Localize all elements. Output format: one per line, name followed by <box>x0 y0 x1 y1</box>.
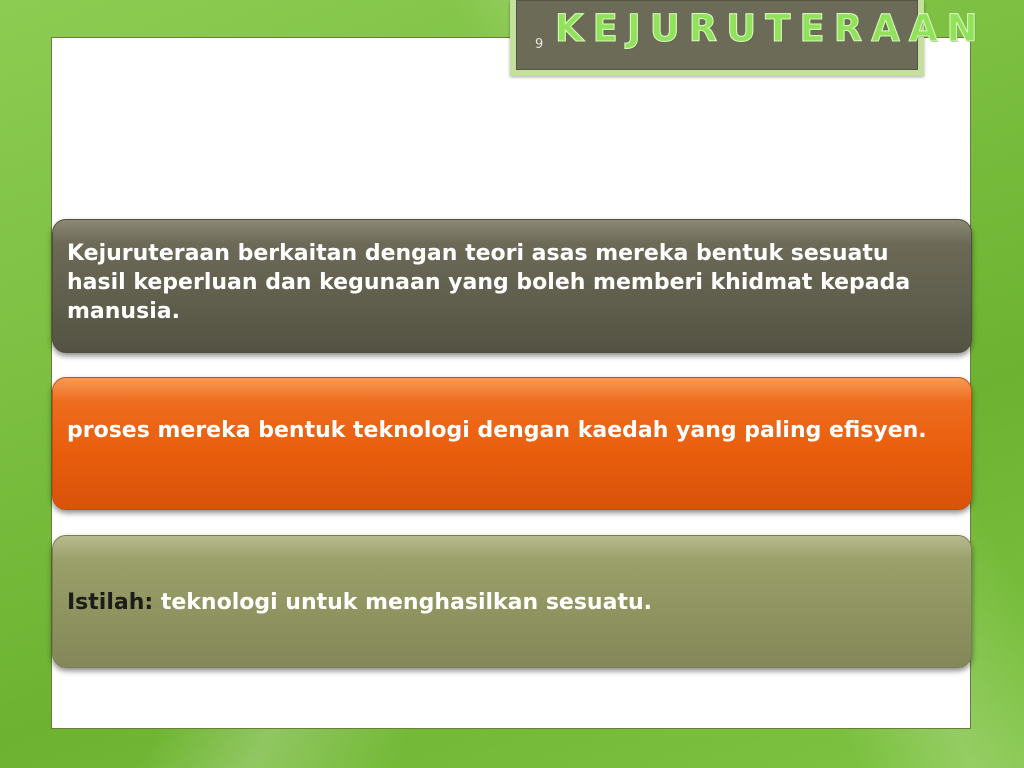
definition-card-1-text: Kejuruteraan berkaitan dengan teori asas mereka bentuk sesuatu hasil keperluan dan kegunaan yang boleh memberi khidmat kepada manusia. <box>67 241 911 324</box>
definition-card-2 <box>52 377 972 510</box>
slide-title: KEJURUTERAAN <box>555 7 987 50</box>
title-banner <box>510 0 987 76</box>
term-label: Istilah: <box>67 590 154 615</box>
definition-card-1 <box>52 219 972 353</box>
definition-card-3-text <box>67 588 931 617</box>
title-banner-inner <box>516 0 987 70</box>
definition-card-3 <box>52 535 972 668</box>
definition-card-2-text: proses mereka bentuk teknologi dengan kaedah yang paling efisyen. <box>67 418 927 443</box>
term-definition: teknologi untuk menghasilkan sesuatu. <box>153 590 652 615</box>
slide-number: 9 <box>535 37 544 52</box>
